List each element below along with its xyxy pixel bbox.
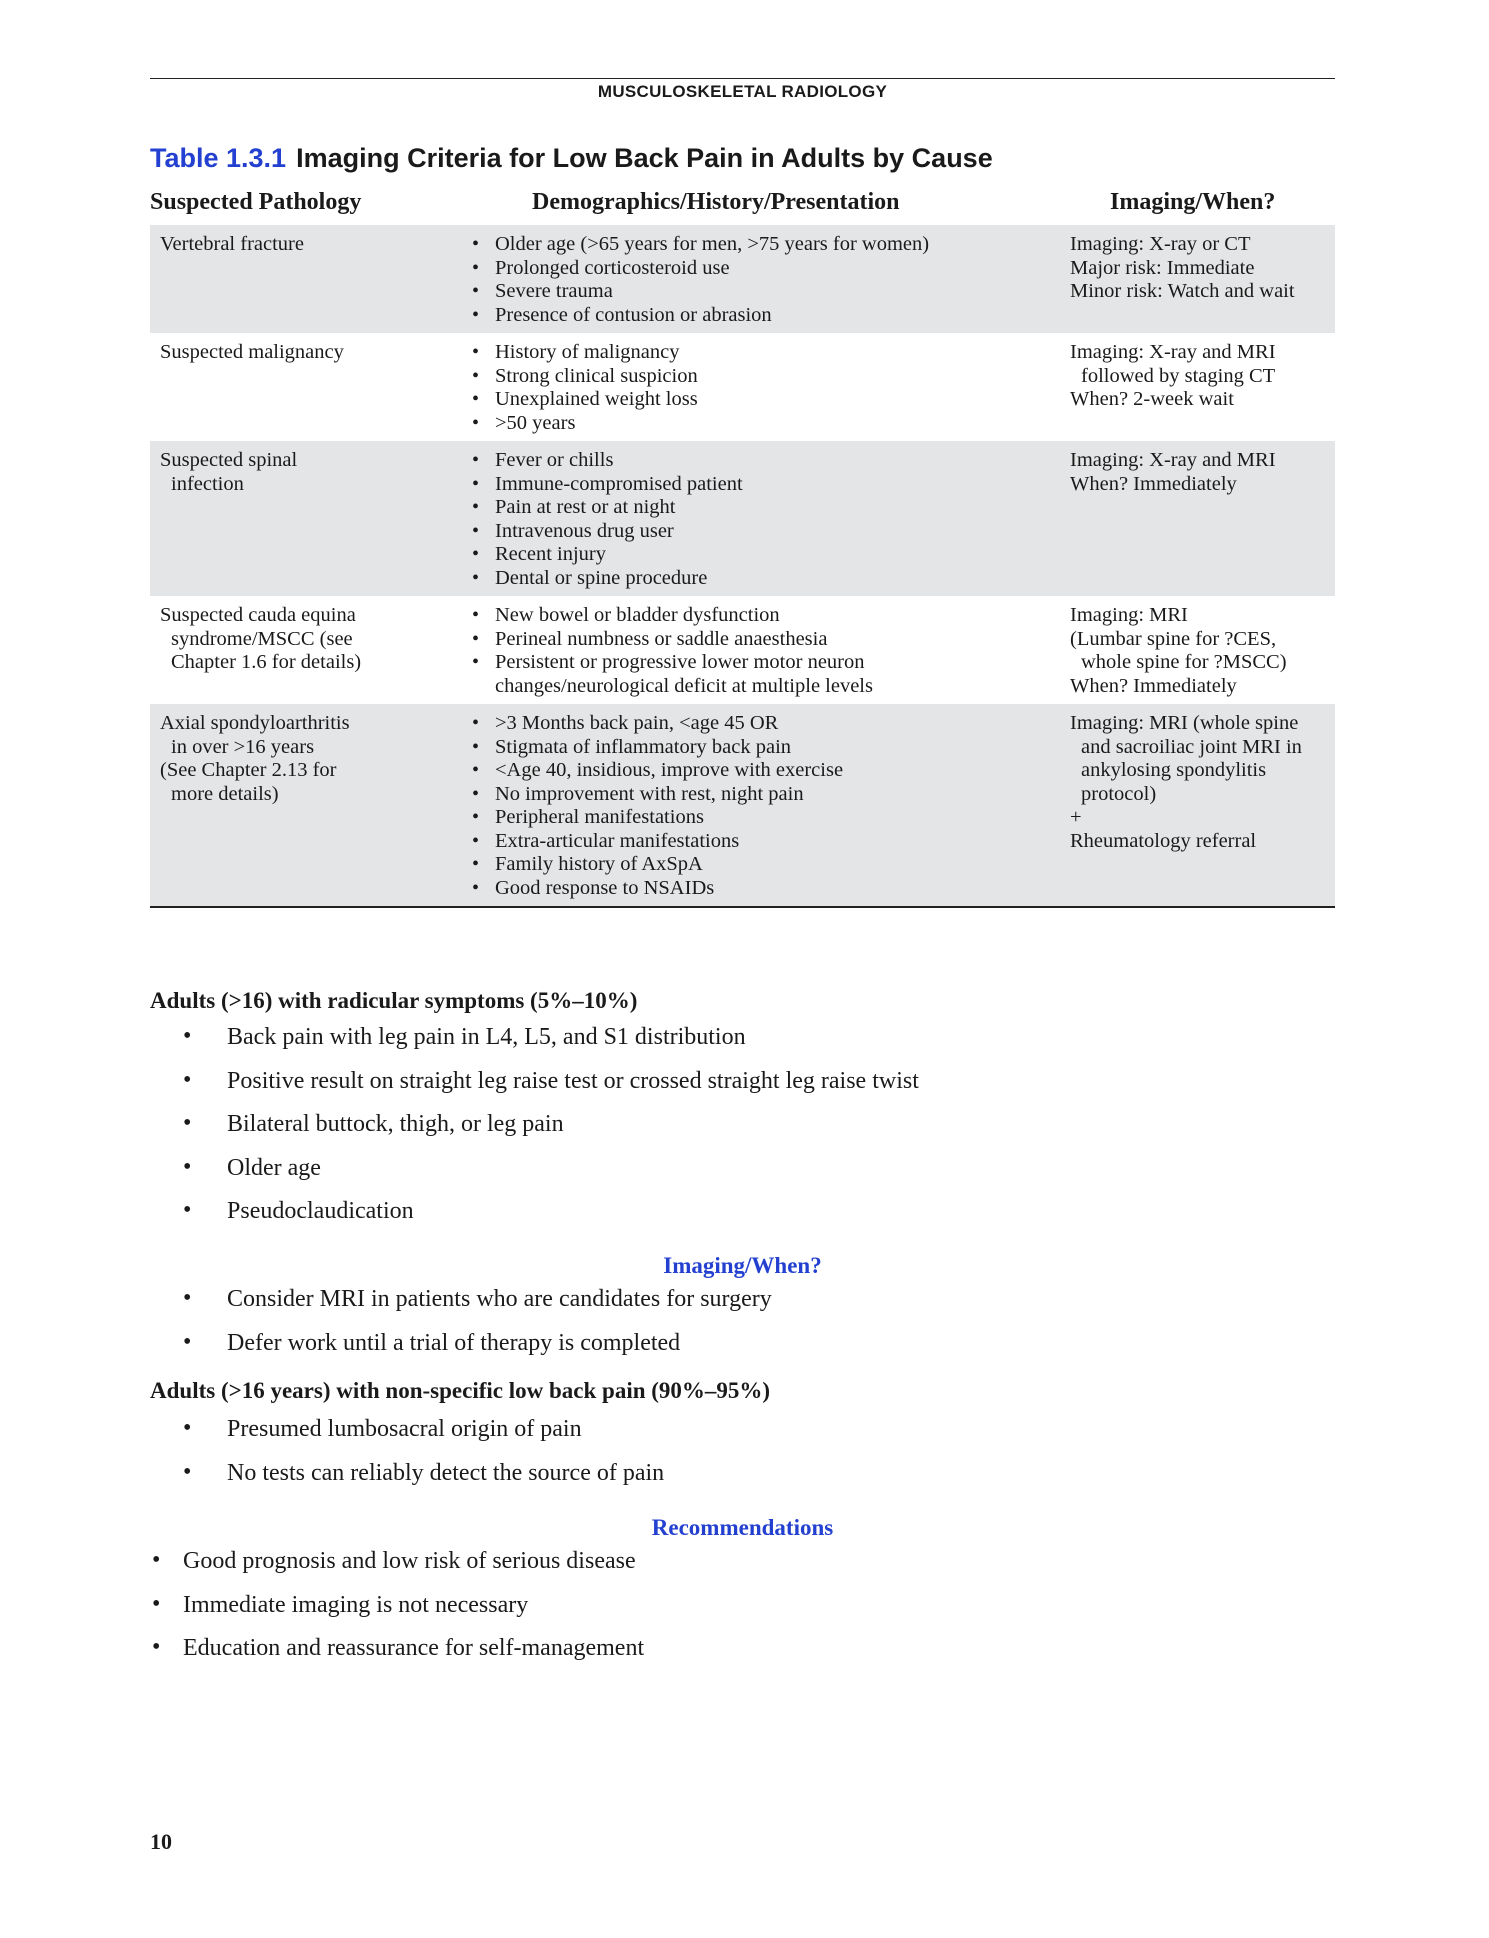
header-rule [150, 78, 1335, 79]
list-item: • Presumed lumbosacral origin of pain [150, 1416, 664, 1460]
pathology-cell: Suspected cauda equina syndrome/MSCC (see Chapter 1.6 for details) [160, 604, 362, 673]
list-item: • Immune-compromised patient [470, 473, 1070, 497]
imaging-cell: Imaging: X-ray and MRI When? Immediately [1070, 441, 1335, 596]
list-item: • Intravenous drug user [470, 520, 1070, 544]
list-item: • <Age 40, insidious, improve with exercise [470, 759, 1070, 783]
list-item: • >50 years [470, 412, 1070, 436]
list-item: • Peripheral manifestations [470, 806, 1070, 830]
list-item: • Bilateral buttock, thigh, or leg pain [150, 1111, 919, 1155]
column-header-imaging: Imaging/When? [1110, 189, 1276, 215]
list-item: • Education and reassurance for self-management [150, 1635, 644, 1679]
criteria-cell [470, 441, 1070, 596]
list-item: • Immediate imaging is not necessary [150, 1592, 644, 1636]
column-header-pathology: Suspected Pathology [150, 189, 362, 215]
pathology-cell: Axial spondyloarthritis in over >16 years (See Chapter 2.13 for more details) [150, 704, 470, 907]
imaging-cell: Imaging: MRI (whole spine and sacroiliac joint MRI in ankylosing spondylitis protocol) + Rheumatology referral [1070, 704, 1335, 907]
imaging-cell: Imaging: X-ray and MRI followed by staging CT When? 2-week wait [1070, 341, 1276, 410]
list-item: • Good response to NSAIDs [470, 877, 1070, 901]
list-item: • Perineal numbness or saddle anaesthesia [470, 628, 1070, 652]
list-item: • Pseudoclaudication [150, 1198, 919, 1242]
list-item: • No tests can reliably detect the source of pain [150, 1460, 664, 1504]
criteria-cell [470, 225, 1070, 333]
nonspecific-list [150, 1416, 664, 1503]
column-header-presentation: Demographics/History/Presentation [532, 189, 900, 215]
list-item: • Presence of contusion or abrasion [470, 304, 1070, 328]
table-title-text: Imaging Criteria for Low Back Pain in Adults by Cause [296, 143, 993, 173]
list-item: • History of malignancy [470, 341, 1070, 365]
list-item: • Stigmata of inflammatory back pain [470, 736, 1070, 760]
criteria-cell [470, 333, 1070, 441]
list-item: • Older age [150, 1155, 919, 1199]
list-item: • Recent injury [470, 543, 1070, 567]
table-row [150, 333, 1335, 441]
list-item: • Older age (>65 years for men, >75 years for women) [470, 233, 1070, 257]
running-head: MUSCULOSKELETAL RADIOLOGY [597, 82, 888, 101]
imaging-cell: Imaging: MRI (Lumbar spine for ?CES, whole spine for ?MSCC) When? Immediately [1070, 604, 1287, 697]
table-row [150, 225, 1335, 333]
nonspecific-heading: Adults (>16 years) with non-specific low back pain (90%–95%) [150, 1378, 771, 1403]
recommendations-list [150, 1548, 644, 1679]
table-row [150, 441, 1335, 596]
list-item: • Strong clinical suspicion [470, 365, 1070, 389]
criteria-cell [470, 704, 1070, 907]
list-item: • Defer work until a trial of therapy is completed [150, 1330, 772, 1374]
list-item: • Unexplained weight loss [470, 388, 1070, 412]
table-row [150, 704, 1335, 907]
table-number: Table 1.3.1 [150, 143, 287, 173]
page-number: 10 [150, 1829, 172, 1854]
radicular-heading: Adults (>16) with radicular symptoms (5%–10%) [150, 988, 638, 1013]
imaging-cell: Imaging: X-ray or CT Major risk: Immediate Minor risk: Watch and wait [1070, 225, 1335, 333]
list-item: • Pain at rest or at night [470, 496, 1070, 520]
list-item: • Back pain with leg pain in L4, L5, and S1 distribution [150, 1024, 919, 1068]
list-item: • Good prognosis and low risk of serious disease [150, 1548, 644, 1592]
list-item-continuation: changes/neurological deficit at multiple levels [495, 674, 873, 697]
list-item: • Extra-articular manifestations [470, 830, 1070, 854]
table-row [150, 596, 1335, 704]
list-item: • >3 Months back pain, <age 45 OR [470, 712, 1070, 736]
list-item: • Family history of AxSpA [470, 853, 1070, 877]
pathology-cell: Suspected spinal infection [150, 441, 470, 596]
list-item: • No improvement with rest, night pain [470, 783, 1070, 807]
imaging-criteria-table [150, 225, 1335, 908]
pathology-cell: Suspected malignancy [160, 341, 344, 363]
criteria-cell [470, 596, 1070, 704]
recommendations-heading: Recommendations [651, 1515, 834, 1540]
list-item: • Consider MRI in patients who are candidates for surgery [150, 1286, 772, 1330]
pathology-cell: Vertebral fracture [150, 225, 470, 333]
list-item: • Fever or chills [470, 449, 1070, 473]
table-title [150, 143, 993, 174]
list-item: • Prolonged corticosteroid use [470, 257, 1070, 281]
list-item: • Severe trauma [470, 280, 1070, 304]
list-item: • New bowel or bladder dysfunction [470, 604, 1070, 628]
list-item: • Persistent or progressive lower motor neuron [470, 651, 1070, 675]
imaging-when-heading: Imaging/When? [663, 1253, 822, 1278]
list-item: • Positive result on straight leg raise test or crossed straight leg raise twist [150, 1068, 919, 1112]
list-item: • Dental or spine procedure [470, 567, 1070, 591]
radicular-list [150, 1024, 919, 1242]
imaging-when-list [150, 1286, 772, 1373]
